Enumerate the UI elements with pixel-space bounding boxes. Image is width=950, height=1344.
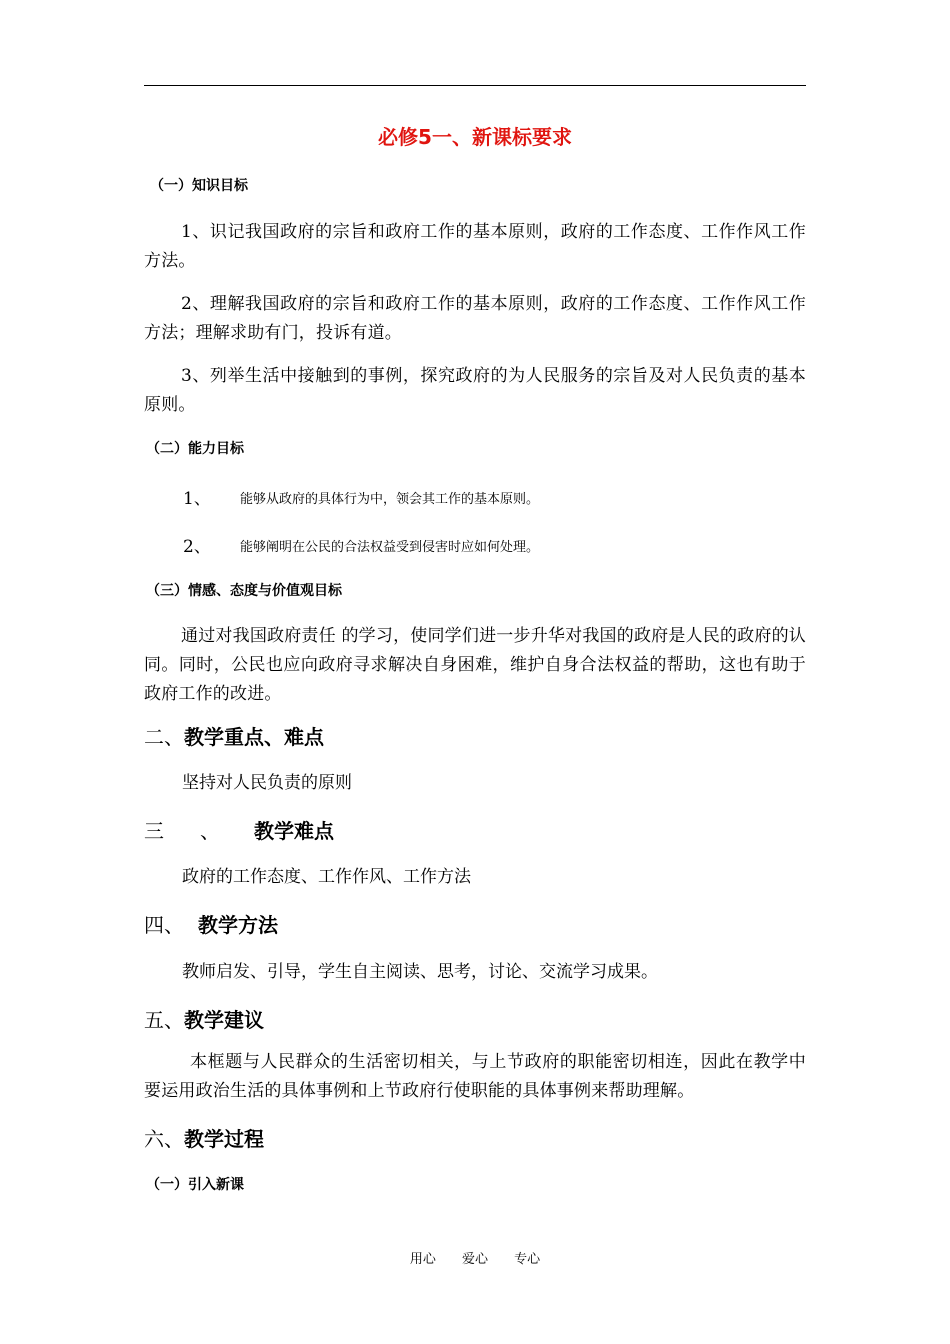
section-6-title: 教学过程 (184, 1127, 264, 1151)
section-4-text: 教师启发、引导，学生自主阅读、思考，讨论、交流学习成果。 (182, 962, 658, 982)
section-6-subheading: （一）引入新课 (146, 1177, 244, 1193)
section-5-paragraph: 本框题与人民群众的生活密切相关，与上节政府的职能密切相连，因此在教学中要运用政治生活的具体事例和上节政府行使职能的具体事例来帮助理解。 (144, 1052, 806, 1101)
page-footer: 用心 爱心 专心 (409, 1252, 541, 1267)
title-prefix: 必修 (378, 125, 419, 149)
section-3-heading (144, 815, 334, 844)
section-4-number: 四、 (144, 913, 184, 937)
knowledge-item-3: 3、列举生活中接触到的事例，探究政府的为人民服务的宗旨及对人民负责的基本原则。 (144, 366, 806, 415)
section-4-heading (144, 909, 278, 938)
knowledge-heading: （一）知识目标 (150, 178, 248, 194)
section-5-number: 五、 (144, 1008, 184, 1032)
section-6-heading (144, 1123, 264, 1152)
ability-item-2-text: 能够阐明在公民的合法权益受到侵害时应如何处理。 (240, 540, 540, 555)
section-5-title: 教学建议 (184, 1008, 264, 1032)
section-5-heading (144, 1004, 264, 1033)
header-rule (144, 85, 806, 86)
title-number: 5 (418, 125, 432, 149)
section-6-number: 六、 (144, 1127, 184, 1151)
emotion-paragraph: 通过对我国政府责任 的学习，使同学们进一步升华对我国的政府是人民的政府的认同。同时，公民也应向政府寻求解决自身困难，维护自身合法权益的帮助，这也有助于政府工作的改进。 (144, 626, 806, 704)
title-text: 一、新课标要求 (431, 125, 572, 149)
ability-item-2-num: 2、 (183, 537, 211, 557)
section-3-number: 三 (144, 819, 164, 843)
section-3-separator: 、 (200, 819, 220, 843)
section-3-text: 政府的工作态度、工作作风、工作方法 (182, 867, 471, 887)
knowledge-item-2: 2、理解我国政府的宗旨和政府工作的基本原则，政府的工作态度、工作作风工作方法；理解求助有门，投诉有道。 (144, 294, 806, 343)
section-3-title: 教学难点 (254, 819, 334, 843)
ability-item-1-num: 1、 (183, 489, 211, 509)
section-2-heading (144, 721, 324, 750)
section-2-number: 二、 (144, 725, 184, 749)
ability-item-1-text: 能够从政府的具体行为中，领会其工作的基本原则。 (240, 492, 540, 507)
section-2-title: 教学重点、难点 (184, 725, 324, 749)
ability-heading: （二）能力目标 (146, 441, 244, 457)
knowledge-item-1: 1、识记我国政府的宗旨和政府工作的基本原则，政府的工作态度、工作作风工作方法。 (144, 222, 806, 271)
section-2-text: 坚持对人民负责的原则 (182, 773, 352, 793)
section-4-title: 教学方法 (198, 913, 278, 937)
emotion-heading: （三）情感、态度与价值观目标 (146, 583, 342, 599)
page-title (0, 121, 950, 150)
